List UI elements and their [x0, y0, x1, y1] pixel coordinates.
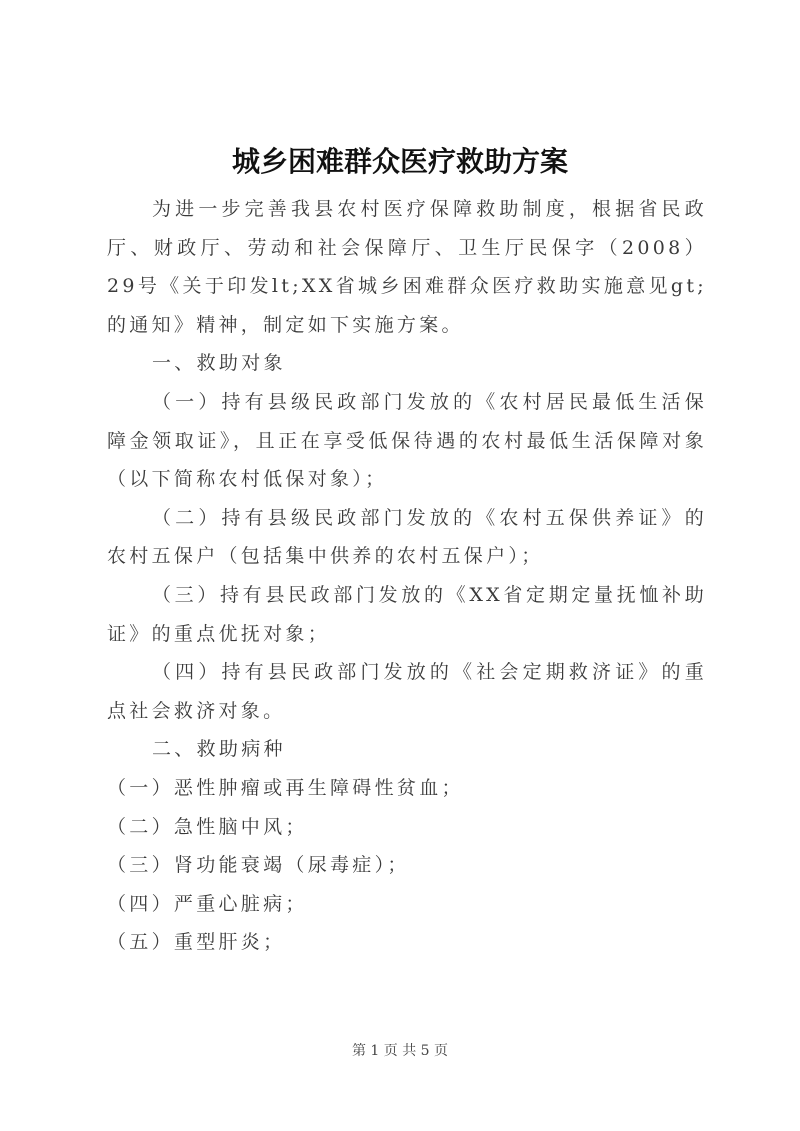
list-item: （三）持有县民政部门发放的《XX省定期定量抚恤补助证》的重点优抚对象； [107, 583, 707, 645]
list-item: （二）急性脑中风； [107, 815, 308, 838]
section-heading: 一、救助对象 [152, 352, 286, 375]
list-item: （四）严重心脏病； [107, 892, 308, 915]
list-item: （一）恶性肿瘤或再生障碍性贫血； [107, 776, 464, 799]
page-number-footer: 第 1 页 共 5 页 [351, 1043, 449, 1059]
list-item: （二）持有县级民政部门发放的《农村五保供养证》的农村五保户（包括集中供养的农村五保户）； [107, 506, 707, 568]
list-item: （四）持有县民政部门发放的《社会定期救济证》的重点社会救济对象。 [107, 661, 707, 722]
document-title: 城乡困难群众医疗救助方案 [231, 145, 568, 178]
list-item: （一）持有县级民政部门发放的《农村居民最低生活保障金领取证》，且正在享受低保待遇的农村最低生活保障对象（以下简称农村低保对象）； [107, 390, 707, 491]
intro-paragraph: 为进一步完善我县农村医疗保障救助制度，根据省民政厅、财政厅、劳动和社会保障厅、卫生厅民保字（2008）29号《关于印发lt;XX省城乡困难群众医疗救助实施意见gt;的通知》精神，制定如下实施方案。 [107, 198, 707, 336]
list-item: （五）重型肝炎； [107, 931, 286, 954]
list-item: （三）肾功能衰竭（尿毒症）； [107, 854, 410, 877]
section-heading: 二、救助病种 [152, 738, 286, 761]
document-body [107, 190, 707, 962]
